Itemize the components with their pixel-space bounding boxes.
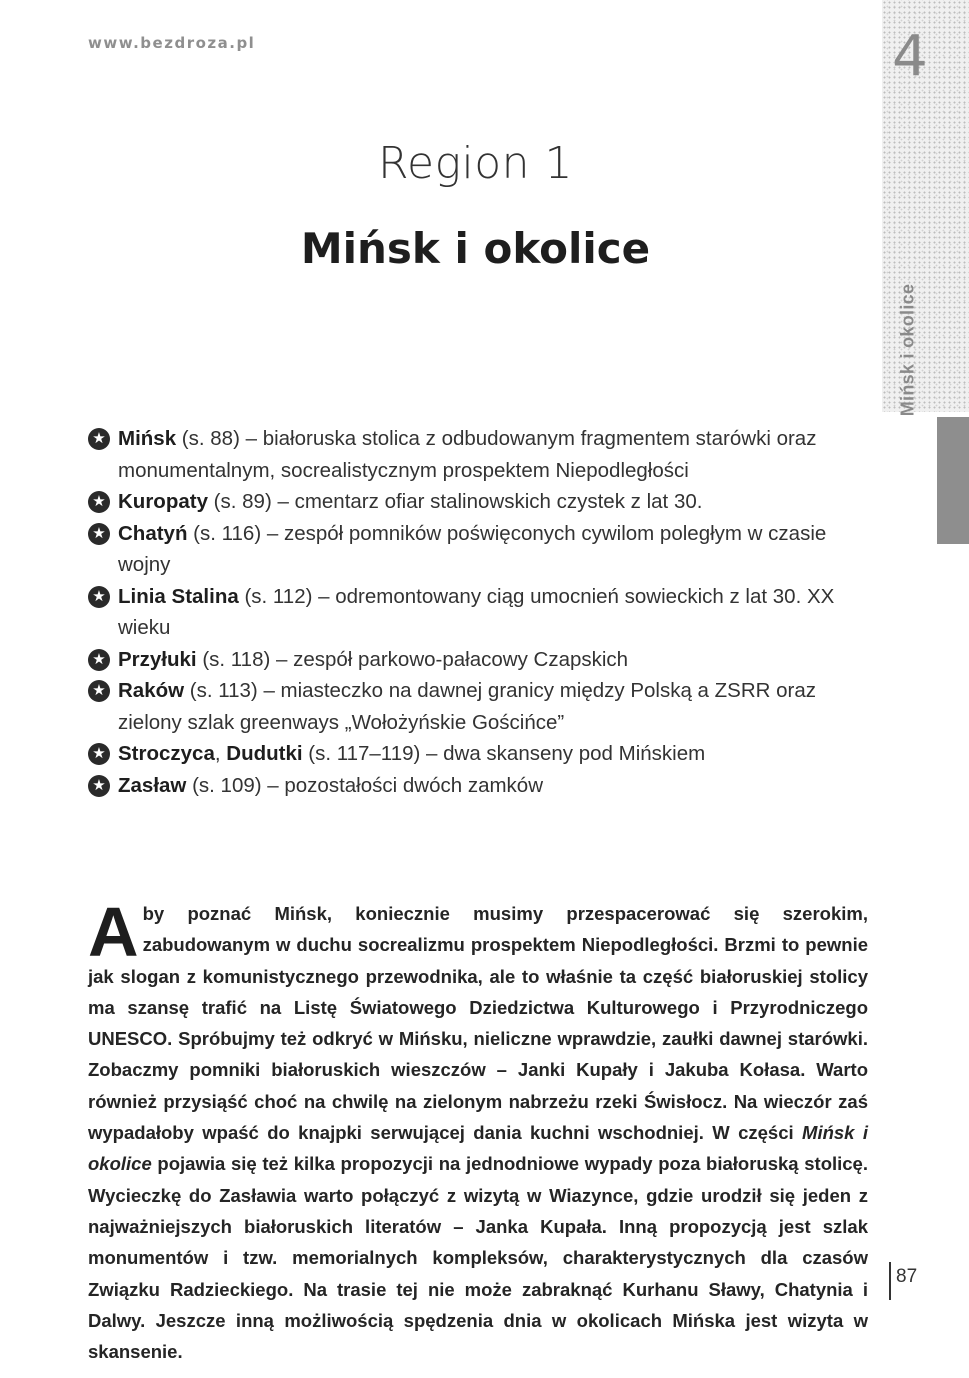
site-url: www.bezdroza.pl — [88, 34, 256, 52]
highlight-name: Stroczyca — [118, 742, 215, 765]
highlight-desc: (s. 116) – zespół pomników poświęconych cywilom poległym w czasie wojny — [118, 521, 827, 576]
body-intro: by poznać Mińsk, koniecznie musimy przespacerować się szerokim, zabudowanym w duchu socrealizmu prospektem Niepodległości. Brzmi to pewnie jak slogan z komunistycznego przewodnika, ale to właśnie ta część białoruskiej stolicy ma szansę trafić na Listę Światowego Dziedzictwa Kulturowego i Przyrodniczego UNESCO. Spróbujmy też odkryć w Mińsku, nieliczne wprawdzie, zaułki dawnej starówki. Zobaczmy pomniki białoruskich wieszczów – Janki Kupały i Jakuba Kołasa. Warto również przysiąść choć na chwilę na zielonym nabrzeżu rzeki Świsłocz. Na wieczór zaś wypadałoby wpaść do knajpki serwującej dania kuchni wschodniej. W części — [88, 903, 868, 1144]
highlight-name: Raków — [118, 679, 185, 702]
star-bullet-icon: ★ — [88, 743, 110, 765]
list-item — [88, 486, 878, 518]
star-bullet-icon: ★ — [88, 428, 110, 450]
list-item — [88, 423, 878, 486]
list-item — [88, 770, 878, 802]
list-item — [88, 518, 878, 581]
highlights-list — [88, 423, 878, 801]
highlight-desc: (s. 109) – pozostałości dwóch zamków — [186, 773, 544, 797]
chapter-title: Mińsk i okolice — [300, 224, 651, 273]
side-tab-marker — [937, 417, 969, 544]
star-bullet-icon: ★ — [88, 649, 110, 671]
highlight-name: Dudutki — [226, 742, 303, 765]
side-tab-label: Mińsk i okolice — [897, 283, 918, 417]
body-rest: pojawia się też kilka propozycji na jednodniowe wypady poza białoruską stolicę. Wycieczkę do Zasławia warto połączyć z wizytą w Wiazynce, gdzie urodził się jeden z najważniejszych białoruskich literatów – Janka Kupała. Inną propozycją jest szlak monumentów i tzw. memorialnych kompleksów, charakterystycznych dla czasów Związku Radzieckiego. Na trasie tej nie może zabraknąć Kurhanu Sławy, Chatynia i Dalwy. Jeszcze inną możliwością spędzenia dnia w okolicach Mińska jest wizyta w skansenie. — [88, 1153, 868, 1363]
list-item — [88, 675, 878, 738]
list-item — [88, 581, 878, 644]
star-bullet-icon: ★ — [88, 491, 110, 513]
star-bullet-icon: ★ — [88, 523, 110, 545]
highlight-desc: (s. 89) – cmentarz ofiar stalinowskich czystek z lat 30. — [207, 490, 703, 513]
chapter-number: 4 — [892, 24, 928, 89]
drop-cap: A — [88, 893, 139, 971]
star-bullet-icon: ★ — [88, 586, 110, 608]
highlight-desc: (s. 113) – miasteczko na dawnej granicy między Polską a ZSRR oraz zielony szlak greenways „Wołożyńskie Gościńce” — [118, 679, 817, 734]
body-paragraph — [88, 893, 868, 1367]
highlight-separator: , — [214, 742, 227, 765]
highlight-name: Przyłuki — [118, 647, 197, 671]
highlight-desc: (s. 117–119) – dwa skanseny pod Mińskiem — [302, 742, 706, 765]
highlight-name: Zasław — [118, 773, 187, 797]
highlight-name: Chatyń — [118, 521, 188, 545]
body-italic: Mińsk i okolice — [88, 1122, 868, 1175]
page-number-rule — [889, 1262, 891, 1300]
region-label: Region 1 — [377, 138, 574, 189]
star-bullet-icon: ★ — [88, 775, 110, 797]
list-item — [88, 644, 878, 676]
highlight-desc: (s. 88) – białoruska stolica z odbudowanym fragmentem starówki oraz monumentalnym, socrealistycznym prospektem Niepodległości — [118, 427, 817, 482]
highlight-name: Mińsk — [118, 427, 177, 450]
highlight-desc: (s. 112) – odremontowany ciąg umocnień sowieckich z lat 30. XX wieku — [118, 584, 835, 639]
page-number: 87 — [896, 1266, 918, 1287]
list-item — [88, 738, 878, 770]
highlight-desc: (s. 118) – zespół parkowo-pałacowy Czapskich — [196, 647, 629, 671]
star-bullet-icon: ★ — [88, 680, 110, 702]
highlight-name: Kuropaty — [118, 490, 208, 513]
highlight-name: Linia Stalina — [118, 584, 239, 608]
